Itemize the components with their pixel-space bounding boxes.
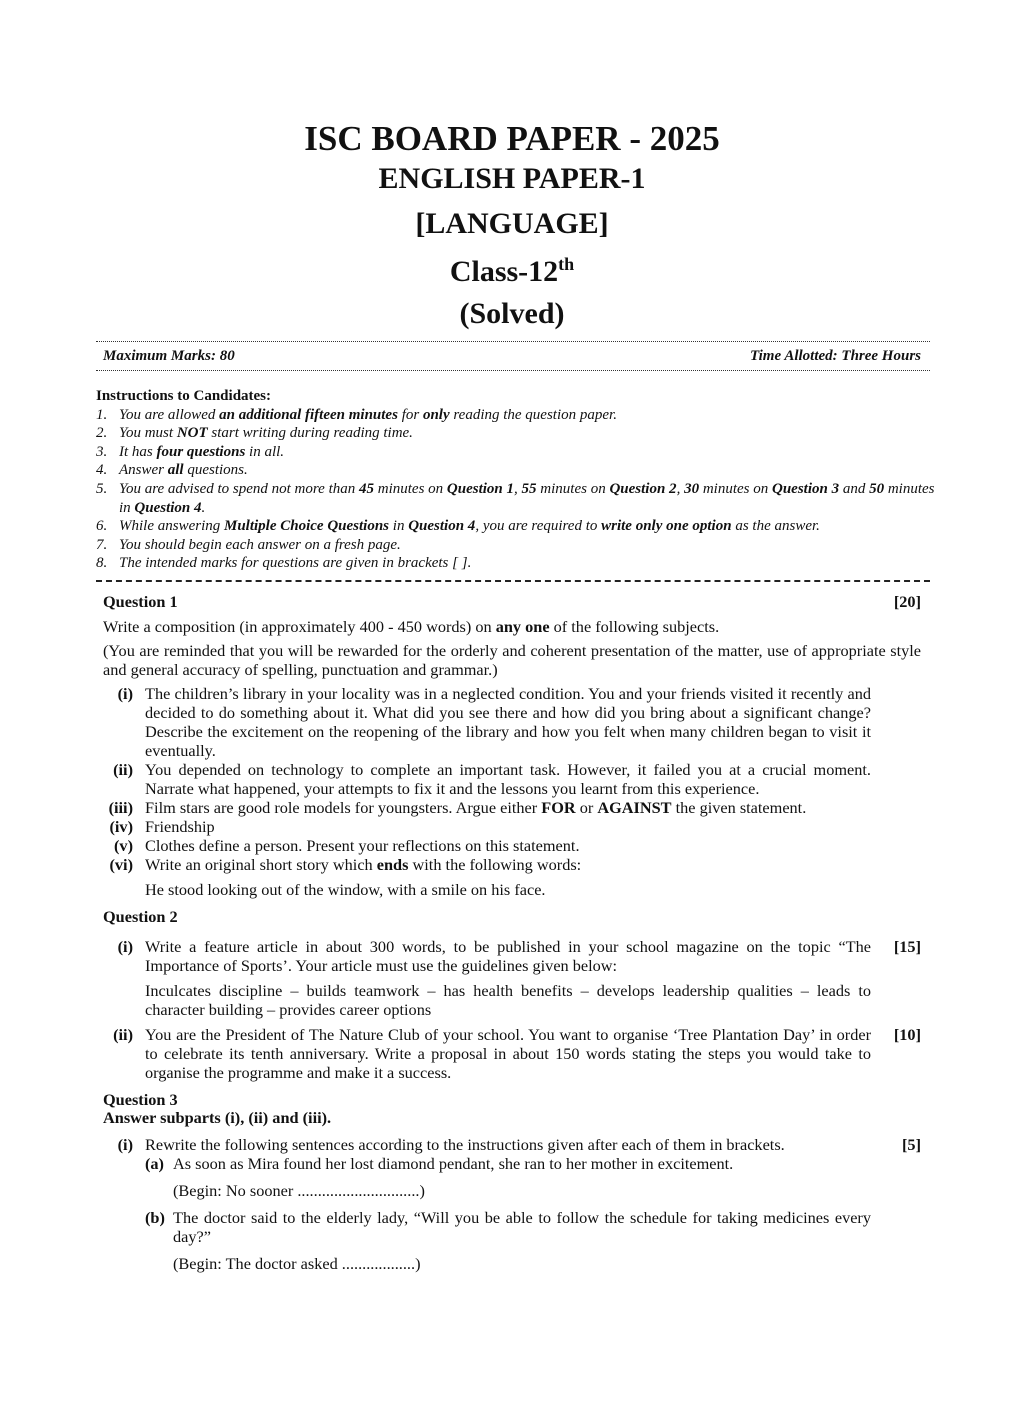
question-3-title: Question 3 (103, 1090, 178, 1109)
class-base: Class-12 (449, 255, 559, 288)
paper-subject: [LANGUAGE] (415, 207, 609, 240)
instruction-item: 3. It has four questions in all. (96, 443, 285, 460)
divider-top (96, 341, 930, 342)
marks-time-row (103, 348, 921, 365)
question-1-intro: Write a composition (in approximately 400 - 450 words) on any one of the following subjects. (103, 617, 720, 636)
question-2-guidelines: Inculcates discipline – builds teamwork – has health benefits – develops leadership qualities – leads to character building – provides career options (145, 981, 871, 1019)
paper-title: ISC BOARD PAPER - 2025 (304, 119, 720, 158)
question-2-part-i: (i) Write a feature article in about 300 words, to be published in your school magazine on the topic “The Importance of Sports’. Your article must use the guidelines given below: [15] (117, 937, 921, 975)
question-3-part-i: (i) Rewrite the following sentences according to the instructions given after each of them in brackets. [5] (117, 1135, 921, 1154)
questions-area (103, 592, 921, 1273)
question-2-part-i-marks: [15] (893, 937, 921, 956)
question-2-heading (103, 907, 921, 927)
question-1-option: (iv) Friendship (109, 817, 215, 836)
question-1-option: (i) The children’s library in your locality was in a neglected condition. You and your friends visited it recently and decided to do something about it. What did you see there and how did you bring about a significant change? Describe the excitement on the reopening of the library and how you felt when many children began to visit it eventually. (117, 684, 871, 760)
question-3-sub-a-begin: (Begin: No sooner ..............................) (173, 1181, 425, 1200)
class-sup: th (558, 254, 575, 274)
question-2-title: Question 2 (103, 907, 178, 926)
question-1-option: (iii) Film stars are good role models for youngsters. Argue either FOR or AGAINST the given statement. (108, 798, 807, 817)
section-divider (96, 580, 930, 582)
story-ending-line: He stood looking out of the window, with a smile on his face. (145, 880, 546, 899)
class-label (0, 244, 1024, 292)
title-block (0, 118, 1024, 336)
question-1-heading (103, 592, 921, 612)
question-1-option: (v) Clothes define a person. Present your reflections on this statement. (114, 836, 580, 855)
question-1-options (103, 684, 921, 899)
question-3-sub-b: (b) The doctor said to the elderly lady, “Will you be able to follow the schedule for taking medicines every day?” (145, 1208, 871, 1246)
instruction-item: 8. The intended marks for questions are given in brackets [ ]. (96, 555, 472, 572)
instruction-item: 6. While answering Multiple Choice Questions in Question 4, you are required to write only one option as the answer. (96, 518, 820, 535)
max-marks: Maximum Marks: 80 (103, 348, 235, 364)
question-1-marks: [20] (893, 592, 921, 611)
question-3-sub-b-begin: (Begin: The doctor asked ..................) (173, 1254, 421, 1273)
question-3-part-i-marks: [5] (902, 1135, 921, 1154)
question-3-subtitle: Answer subparts (i), (ii) and (iii). (103, 1108, 332, 1127)
question-3-heading (103, 1090, 921, 1108)
instruction-item: 1. You are allowed an additional fifteen minutes for only reading the question paper. (96, 406, 617, 423)
time-allotted: Time Allotted: Three Hours (750, 348, 921, 364)
question-2-part-ii-marks: [10] (893, 1025, 921, 1044)
instruction-item: 7. You should begin each answer on a fresh page. (96, 536, 401, 553)
divider-bottom (96, 370, 930, 371)
question-2-part-ii: (ii) You are the President of The Nature Club of your school. You want to organise ‘Tree Plantation Day’ in order to celebrate its tenth anniversary. Write a proposal in about 150 words stating the steps you would take to organise the programme and make it a success. [10] (113, 1025, 921, 1082)
instruction-item: 5. You are advised to spend not more than 45 minutes on Question 1, 55 minutes on Question 2, 30 minutes on Question 3 and 50 minutes in Question 4. (96, 480, 935, 516)
question-1-title: Question 1 (103, 592, 178, 611)
instructions (96, 387, 936, 573)
question-1-option: (vi) Write an original short story which ends with the following words: (109, 855, 582, 874)
solved-label: (Solved) (459, 297, 565, 330)
question-1-option: (ii) You depended on technology to complete an important task. However, it failed you at a crucial moment. Narrate what happened, your attempts to fix it and the lessons you learnt from this experience. (113, 760, 871, 798)
instruction-item: 4. Answer all questions. (96, 462, 248, 479)
instructions-heading: Instructions to Candidates: (96, 388, 272, 404)
question-1-note: (You are reminded that you will be rewarded for the orderly and coherent presentation of the matter, use of appropriate style and general accuracy of spelling, punctuation and grammar.) (103, 641, 921, 679)
question-3-sub-a: (a) As soon as Mira found her lost diamond pendant, she ran to her mother in excitement. (145, 1154, 734, 1173)
paper-name: ENGLISH PAPER-1 (378, 162, 646, 195)
instruction-item: 2. You must NOT start writing during reading time. (96, 425, 413, 442)
